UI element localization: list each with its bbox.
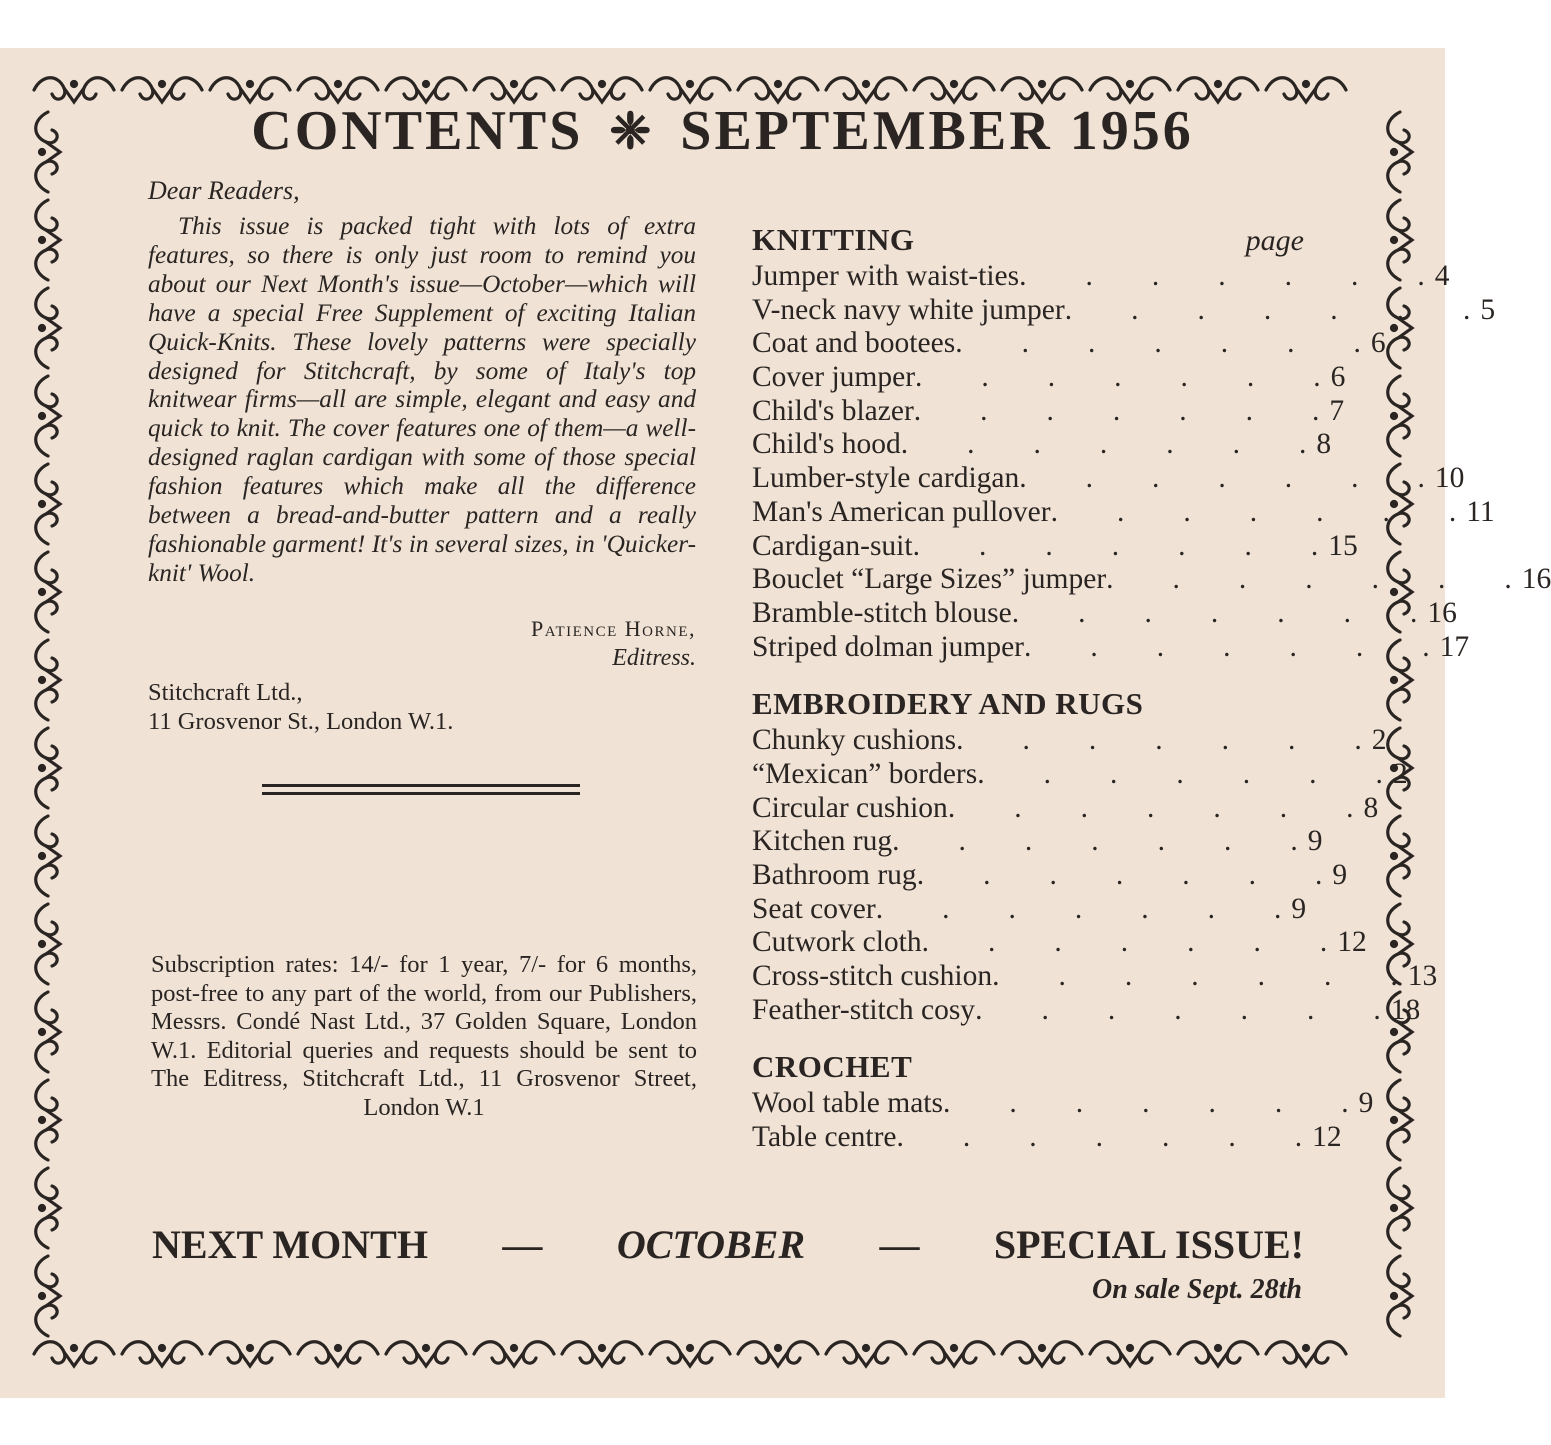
contents-entry <box>752 529 1358 564</box>
footer-next-month: NEXT MONTH <box>152 1222 428 1267</box>
footer-dash: — <box>502 1222 543 1267</box>
dot-leader: . . . . . . . <box>1019 260 1425 292</box>
entry-title: Child's blazer <box>752 394 914 427</box>
border-scroll <box>36 816 60 896</box>
border-scroll <box>562 1342 642 1366</box>
contents-entry <box>752 495 1495 530</box>
section-heading <box>752 686 1304 724</box>
entry-page-number: 9 <box>1307 825 1323 858</box>
border-scroll <box>36 728 60 808</box>
dot-leader: . . . . . . . <box>1050 495 1457 528</box>
section-gap <box>752 664 1304 686</box>
entry-title: Cover jumper <box>752 361 916 394</box>
section-heading <box>752 222 1304 260</box>
contents-entry <box>752 596 1457 631</box>
entry-title: Coat and bootees <box>752 327 956 360</box>
dot-leader: . . . . . . . <box>921 926 1328 959</box>
border-scroll <box>826 1342 906 1366</box>
section-heading <box>752 1049 1304 1087</box>
dot-leader: . . . . . . . <box>1011 596 1418 629</box>
dot-leader: . . . . . . . <box>977 757 1383 790</box>
entry-page-number: 6 <box>1370 327 1386 360</box>
section-title: KNITTING <box>752 222 915 257</box>
border-scroll <box>474 1342 554 1366</box>
entry-title: Cutwork cloth <box>752 926 922 959</box>
border-scroll <box>1090 1342 1170 1366</box>
entry-title: Lumber-style cardigan <box>752 462 1020 495</box>
snowflake-icon: ❈ <box>609 103 655 159</box>
contents-entry <box>752 1121 1342 1155</box>
contents-entry <box>752 757 1408 792</box>
double-rule-divider <box>262 784 580 795</box>
dot-leader: . . . . . . . <box>975 993 1381 1026</box>
dot-leader: . . . . . . . <box>915 361 1321 394</box>
title-contents: CONTENTS <box>251 100 584 162</box>
entry-title: V-neck navy white jumper <box>752 293 1065 326</box>
dot-leader: . . . . . . . <box>913 394 1320 427</box>
dot-leader: . . . . . . . <box>1019 462 1425 495</box>
entry-title: Bouclet “Large Sizes” jumper <box>752 563 1107 596</box>
contents-entry <box>752 563 1551 597</box>
contents-entry <box>752 428 1332 462</box>
dot-leader: . . . . . . . <box>916 859 1323 891</box>
border-scroll <box>36 288 60 368</box>
dot-leader: . . . . . . . <box>992 960 1398 993</box>
border-scroll <box>650 1342 730 1366</box>
entry-title: Man's American pullover <box>752 495 1051 528</box>
section-title: CROCHET <box>752 1049 913 1085</box>
border-scroll <box>386 1342 466 1366</box>
section-title: EMBROIDERY AND RUGS <box>752 686 1144 722</box>
border-scroll <box>36 1168 60 1248</box>
border-scroll <box>1388 1168 1412 1248</box>
contents-entry <box>752 630 1470 665</box>
entry-page-number: 17 <box>1439 630 1470 663</box>
on-sale-date: On sale Sept. 28th <box>1091 1274 1302 1305</box>
entry-title: Table centre <box>752 1121 897 1154</box>
border-scroll <box>1178 1342 1258 1366</box>
border-scroll <box>36 904 60 984</box>
entry-title: Bramble-stitch blouse <box>752 596 1012 629</box>
entry-title: Wool table mats <box>752 1087 943 1120</box>
entry-title: Bathroom rug <box>752 859 917 891</box>
entry-page-number: 4 <box>1434 260 1450 292</box>
border-scroll <box>122 1342 202 1366</box>
entry-title: Cross-stitch cushion <box>752 960 993 993</box>
publisher-address <box>148 678 696 736</box>
entry-title: Striped dolman jumper <box>752 630 1025 663</box>
dot-leader: . . . . . . . <box>1024 630 1430 663</box>
dot-leader: . . . . . . . <box>947 791 1354 824</box>
editor-letter <box>148 172 696 800</box>
contents-entry <box>752 926 1367 960</box>
footer-dash: — <box>879 1222 920 1267</box>
border-scroll <box>1266 1342 1346 1366</box>
entry-page-number: 18 <box>1390 993 1421 1026</box>
border-scroll <box>1388 1256 1412 1336</box>
entry-page-number: 13 <box>1407 960 1438 993</box>
entry-page-number: 15 <box>1328 529 1358 562</box>
contents-list <box>752 222 1551 1155</box>
entry-page-number: 12 <box>1337 926 1367 959</box>
entry-title: Feather-stitch cosy <box>752 993 976 1026</box>
subscription-rates: Subscription rates: 14/- for 1 year, 7/- for 6 months, post-free to any part of the world, from our Publishers, Messrs. Condé Nast Ltd., 37 Golden Square, London W.1. Editorial queries and requests should be sent to The Editress, Stitchcraft Ltd., 11 Grosvenor Street, London W.1 <box>151 951 697 1121</box>
entry-title: Kitchen rug <box>752 825 893 858</box>
dot-leader: . . . . . . . <box>956 724 1362 757</box>
dot-leader: . . . . . . . <box>955 327 1361 360</box>
signature-role: Editress. <box>612 644 696 671</box>
address-line: Stitchcraft Ltd., <box>148 678 303 706</box>
footer-special-issue: SPECIAL ISSUE! <box>993 1222 1304 1267</box>
entry-page-number: 8 <box>1363 791 1379 824</box>
dot-leader: . . . . . . . <box>1106 563 1512 596</box>
title-date: SEPTEMBER 1956 <box>680 100 1194 162</box>
entry-page-number: 9 <box>1332 859 1348 891</box>
border-scroll <box>1388 816 1412 896</box>
border-scroll <box>1002 1342 1082 1366</box>
contents-entry <box>752 960 1438 994</box>
entry-page-number: 16 <box>1521 563 1551 596</box>
entry-page-number: 10 <box>1434 462 1465 495</box>
entry-page-number: 11 <box>1466 495 1495 528</box>
contents-entry <box>752 892 1307 927</box>
contents-entry <box>752 361 1346 395</box>
dot-leader: . . . . . . . <box>912 529 1319 562</box>
border-scroll <box>36 464 60 544</box>
entry-page-number: 8 <box>1316 428 1332 461</box>
footer-october: OCTOBER <box>616 1222 806 1267</box>
border-scroll <box>36 376 60 456</box>
entry-title: Cardigan-suit <box>752 529 913 562</box>
signature-name: Patience Horne, <box>531 615 696 641</box>
border-scroll <box>36 992 60 1072</box>
contents-entry <box>752 993 1421 1028</box>
border-scroll <box>914 1342 994 1366</box>
border-scroll <box>210 1342 290 1366</box>
entry-title: “Mexican” borders <box>752 757 978 790</box>
contents-entry <box>752 293 1496 328</box>
entry-page-number: 9 <box>1291 892 1307 925</box>
contents-entry <box>752 1087 1374 1121</box>
letter-salutation: Dear Readers, <box>148 176 300 205</box>
contents-entry <box>752 791 1379 826</box>
border-scroll <box>738 1342 818 1366</box>
dot-leader: . . . . . . . <box>892 825 1298 858</box>
entry-page-number: 2 <box>1371 724 1387 757</box>
entry-page-number: 12 <box>1312 1121 1342 1154</box>
border-scroll <box>36 640 60 720</box>
entry-title: Jumper with waist-ties <box>752 260 1020 292</box>
contents-entry <box>752 260 1450 294</box>
border-scroll <box>36 1080 60 1160</box>
address-line: 11 Grosvenor St., London W.1. <box>148 707 454 735</box>
entry-page-number: 2 <box>1392 757 1408 790</box>
dot-leader: . . . . . . . <box>942 1087 1349 1120</box>
entry-title: Child's hood <box>752 428 901 461</box>
section-gap <box>752 1027 1304 1049</box>
next-month-banner <box>152 1220 1304 1270</box>
border-scroll <box>36 200 60 280</box>
entry-title: Circular cushion <box>752 791 948 824</box>
contents-entry <box>752 825 1323 859</box>
letter-body: This issue is packed tight with lots of extra features, so there is only just room to remind you about our Next Month's issue—October—which will have a special Free Supplement of exciting Italian Quick-Knits. These lovely patterns were specially designed for Stitchcraft, by some of Italy's top knitwear firms—all are simple, elegant and easy and quick to knit. The cover features one of them—a well-designed raglan cardigan with some of those special fashion features which make all the difference between a bread-and-butter pattern and a really fashionable garment! It's in several sizes, in 'Quicker-knit' Wool. <box>148 212 696 587</box>
dot-leader: . . . . . . . <box>900 428 1307 461</box>
entry-page-number: 5 <box>1480 293 1496 326</box>
entry-title: Chunky cushions <box>752 724 957 757</box>
border-scroll <box>1388 1080 1412 1160</box>
contents-entry <box>752 327 1386 361</box>
border-scroll <box>1388 376 1412 456</box>
entry-page-number: 7 <box>1329 394 1345 427</box>
border-scroll <box>36 552 60 632</box>
entry-title: Seat cover <box>752 892 876 925</box>
contents-entry <box>752 859 1348 893</box>
contents-entry <box>752 724 1387 758</box>
entry-page-number: 16 <box>1427 596 1457 629</box>
dot-leader: . . . . . . . <box>875 892 1282 925</box>
border-scroll <box>34 1342 114 1366</box>
dot-leader: . . . . . . . <box>1064 293 1471 326</box>
border-scroll <box>298 1342 378 1366</box>
page-title <box>0 96 1445 166</box>
contents-entry <box>752 462 1465 496</box>
border-scroll <box>36 1256 60 1336</box>
entry-page-number: 9 <box>1358 1087 1374 1120</box>
contents-entry <box>752 394 1345 429</box>
page-column-label: page <box>1245 224 1304 257</box>
entry-page-number: 6 <box>1330 361 1346 394</box>
dot-leader: . . . . . . . <box>896 1121 1303 1154</box>
